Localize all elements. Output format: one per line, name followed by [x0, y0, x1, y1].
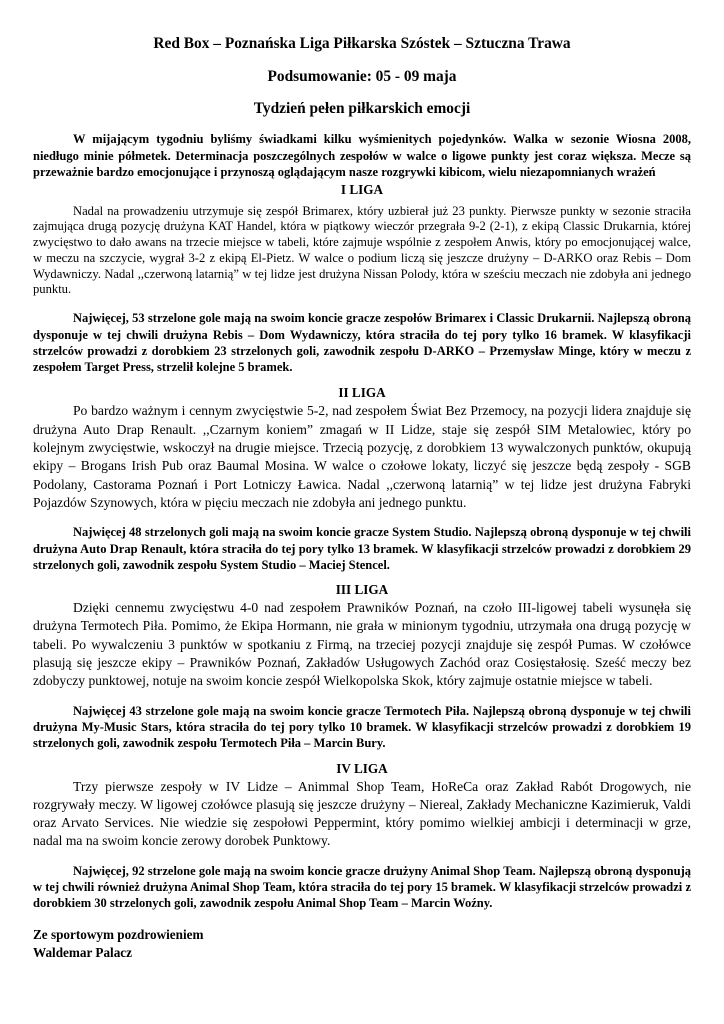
section-heading-liga-3: III LIGA	[335, 582, 389, 598]
section-heading-liga-1: I LIGA	[340, 181, 384, 197]
section-stats-liga-1: Najwięcej, 53 strzelone gole mają na swoim koncie gracze zespołów Brimarex i Classic Drukarnii. Najlepszą obroną dysponuje w tej chwili drużyna Rebis – Dom Wydawniczy, która straciła do tej pory tylko 16 bramek. W klasyfikacji strzelców prowadzi z dorobkiem 23 strzelonych goli, zawodnik zespołu D-ARKO – Przemysław Minge, który w meczu z zespołem Target Press, strzelił kolejne 5 bramek.	[33, 311, 691, 375]
summary-dates: Podsumowanie: 05 - 09 maja	[267, 68, 457, 85]
signature-greeting: Ze sportowym pozdrowieniem	[33, 926, 204, 942]
document-title: Red Box – Poznańska Liga Piłkarska Szóstek – Sztuczna Trawa	[153, 35, 571, 52]
section-body-liga-2: Po bardzo ważnym i cennym zwycięstwie 5-2, nad zespołem Świat Bez Przemocy, na pozycji lidera znajduje się drużyna Auto Drap Renault. ,,Czarnym koniem” zmagań w II Lidze, staje się zespół SIM Metalowiec, który po kolejnym zwycięstwie, wskoczył na drugie miejsce. Trzecią pozycję, z dorobkiem 13 wywalczonych punktów, okupują ekipy – Brogans Irish Pub oraz Baumal Mosina. W walce o czołowe lokaty, liczyć się jeszcze będą zespoły - SGB Podolany, Castorama Poznań i Port Lotniczy Ławica. Nadal ,,czerwoną latarnią” w tej lidze jest drużyna Fabryki Pojazdów Szynowych, która w pięciu meczach nie zdobyła ani jednego punktu.	[33, 403, 691, 510]
section-stats-liga-2: Najwięcej 48 strzelonych goli mają na swoim koncie gracze System Studio. Najlepszą obroną dysponuje w tej chwili drużyna Auto Drap Renault, która straciła do tej pory tylko 13 bramek. W klasyfikacji strzelców prowadzi z dorobkiem 29 strzelonych goli, zawodnik zespołu System Studio – Maciej Stencel.	[33, 525, 691, 572]
section-body-liga-4: Trzy pierwsze zespoły w IV Lidze – Animmal Shop Team, HoReCa oraz Zakład Rabót Drogowych, nie rozgrywały meczy. W ligowej czołówce plasują się jeszcze drużyny – Niereal, Zakłady Mechaniczne Kazimieruk, Valdi oraz Arvato Services. Nie wiedzie się zespołowi Peppermint, który pomimo wielkiej ambicji i determinacji w grze, nadal ma na swoim koncie zerowy dorobek Punktowy.	[33, 778, 691, 849]
section-heading-liga-2: II LIGA	[338, 385, 386, 401]
intro-paragraph: W mijającym tygodniu byliśmy świadkami kilku wyśmienitych pojedynków. Walka w sezonie Wiosna 2008, niedługo minie półmetek. Determinacja poszczególnych zespołów w walce o ligowe punkty jest coraz większa. Mecze są przeważnie bardzo emocjonujące i przynoszą oglądającym nasze rozgrywki kibicom, wielu niezapomnianych wrażeń	[33, 132, 691, 179]
section-stats-liga-4: Najwięcej, 92 strzelone gole mają na swoim koncie gracze drużyny Animal Shop Team. Najlepszą obroną dysponują w tej chwili również drużyna Animal Shop Team, która straciła do tej pory 15 bramek. W klasyfikacji strzelców prowadzi z dorobkiem 30 strzelonych goli, zawodnik zespołu Animal Shop Team – Marcin Woźny.	[33, 863, 691, 911]
section-body-liga-1: Nadal na prowadzeniu utrzymuje się zespół Brimarex, który uzbierał już 23 punkty. Pierwsze punkty w sezonie straciła zajmująca drugą pozycję drużyna KAT Handel, która w piątkowy wieczór przegrała 9-2 (2-1), z ekipą Classic Drukarnia, której zwycięstwo to dało awans na trzecie miejsce w tabeli, które zajmuje wspólnie z zespołem Anwis, który po emocjonującej walce, w meczu na szczycie, wygrał 3-2 z ekipą El-Pietz. W walce o podium liczą się jeszcze drużyny – D-ARKO oraz Rebis – Dom Wydawniczy. Nadal ,,czerwoną latarnią” w tej lidze jest drużyna Nissan Polody, która w sześciu meczach nie zdobyła ani jednego punktu.	[33, 203, 691, 297]
document-subtitle: Tydzień pełen piłkarskich emocji	[253, 100, 471, 117]
section-heading-liga-4: IV LIGA	[336, 760, 388, 776]
section-body-liga-3: Dzięki cennemu zwycięstwu 4-0 nad zespołem Prawników Poznań, na czoło III-ligowej tabeli wysunęła się drużyna Termotech Piła. Pomimo, że Ekipa Hormann, nie grała w minionym tygodniu, utrzymała ona drugą pozycję w tabeli. Po wywalczeniu 3 punktów w spotkaniu z Firmą, na trzeciej pozycji znajduje się zespół Pumas. W czołówce plasują się jeszcze ekipy – Prawników Poznań, Zakładów Usługowych Zachód oraz Cosięstałosię. Sześć meczy bez zdobyczy punktowej, notuje na swoim koncie zespół Wielkopolska Skok, który zajmuje ostatnie miejsce w tabeli.	[33, 600, 691, 689]
signature-author: Waldemar Palacz	[33, 944, 133, 960]
section-stats-liga-3: Najwięcej 43 strzelone gole mają na swoim koncie gracze Termotech Piła. Najlepszą obroną dysponuje w tej chwili drużyna My-Music Stars, która straciła do tej pory tylko 10 bramek. W klasyfikacji strzelców prowadzi z dorobkiem 19 strzelonych goli, zawodnik zespołu Termotech Piła – Marcin Bury.	[33, 703, 691, 751]
